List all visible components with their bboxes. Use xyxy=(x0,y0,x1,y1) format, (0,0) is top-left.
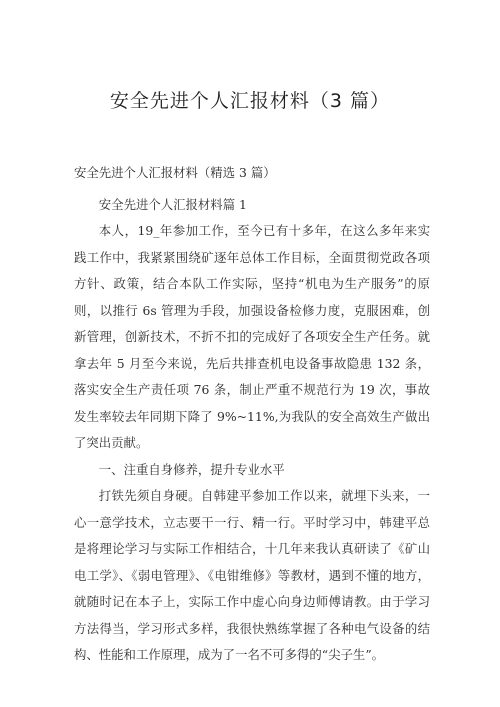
paragraph-intro: 本人，19_年参加工作，至今已有十多年，在这么多年来实践工作中，我紧紧围绕矿逐年总体工作目标，全面贯彻党政各项方针、政策，结合本队工作实际，坚持“机电为生产服务”的原则，以推行 6s 管理为手段，加强设备检修力度，克服困难，创新管理，创新技术，不折不扣的完成好了各项安全生产任务。就拿去年 5 月至今来说，先后共排查机电设备事故隐患 132 条，落实安全生产责任项 76 条，制止严重不规范行为 19 次，事故发生率较去年同期下降了 9%~11%,为我队的安全高效生产做出了突出贡献。 xyxy=(74,223,430,450)
document-title: 安全先进个人汇报材料（3 篇） xyxy=(109,90,391,112)
subheading-self-cultivation: 一、注重自身修养，提升专业水平 xyxy=(98,461,285,477)
document-body xyxy=(74,160,430,669)
document-subtitle: 安全先进个人汇报材料（精选 3 篇） xyxy=(74,165,276,180)
section-heading: 安全先进个人汇报材料篇 1 xyxy=(98,196,247,212)
paragraph-study: 打铁先须自身硬。自韩建平参加工作以来，就埋下头来，一心一意学技术，立志要干一行、精一行。平时学习中，韩建平总是将理论学习与实际工作相结合，十几年来我认真研读了《矿山电工学》、《弱电管理》、《电钳维修》等教材，遇到不懂的地方，就随时记在本子上，实际工作中虚心向身边师傅请教。由于学习方法得当，学习形式多样，我很快熟练掌握了各种电气设备的结构、性能和工作原理，成为了一名不可多得的“尖子生”。 xyxy=(74,488,430,662)
